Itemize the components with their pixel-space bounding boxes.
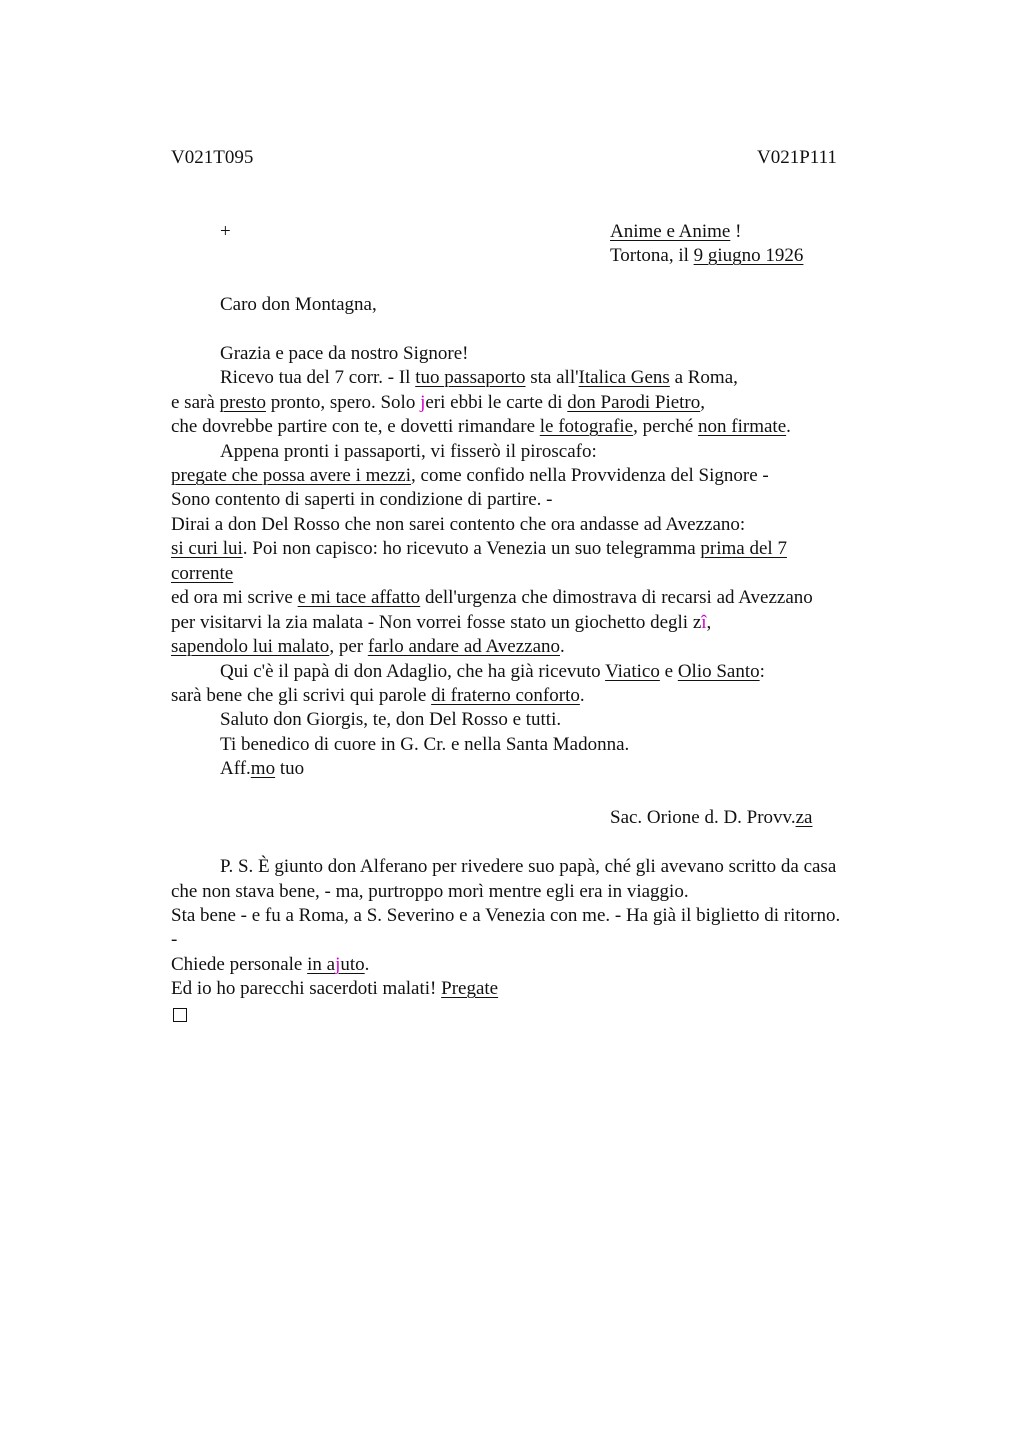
ps-line: P. S. È giunto don Alferano per rivedere suo papà, ché gli avevano scritto da casa (220, 856, 837, 877)
body-line: pregate che possa avere i mezzi, come confido nella Provvidenza del Signore - (171, 465, 769, 486)
body-line: sapendolo lui malato, per farlo andare ad Avezzano. (171, 636, 565, 657)
motto-end: ! (730, 221, 742, 242)
salutation: Caro don Montagna, (220, 294, 377, 315)
body-line: Sono contento di saperti in condizione di partire. - (171, 489, 553, 510)
highlighted-letter: î (701, 612, 707, 633)
highlighted-letter: j (335, 954, 341, 975)
cross-mark: + (220, 221, 231, 242)
letter-date: 9 giugno 1926 (693, 245, 804, 266)
greeting: Grazia e pace da nostro Signore! (220, 343, 469, 364)
ps-line: Sta bene - e fu a Roma, a S. Severino e a Venezia con me. - Ha già il biglietto di ritorno. (171, 905, 841, 926)
ps-line: Ed io ho parecchi sacerdoti malati! Pregate (171, 978, 499, 999)
body-line: Qui c'è il papà di don Adaglio, che ha già ricevuto Viatico e Olio Santo: (220, 661, 765, 682)
body-line: si curi lui. Poi non capisco: ho ricevuto a Venezia un suo telegramma prima del 7 (171, 538, 787, 559)
doc-code-left: V021T095 (171, 147, 254, 168)
highlighted-letter: j (420, 392, 426, 413)
body-line: Dirai a don Del Rosso che non sarei contento che ora andasse ad Avezzano: (171, 514, 746, 535)
closing-greet: Saluto don Giorgis, te, don Del Rosso e tutti. (220, 709, 562, 730)
body-line: sarà bene che gli scrivi qui parole di fraterno conforto. (171, 685, 585, 706)
closing-aff: Aff.mo tuo (220, 758, 305, 779)
ps-line: - (171, 929, 178, 950)
end-box-icon (173, 1005, 187, 1029)
motto-text: Anime e Anime (610, 221, 731, 242)
body-line: Ricevo tua del 7 corr. - Il tuo passaporto sta all'Italica Gens a Roma, (220, 367, 738, 388)
body-line: Appena pronti i passaporti, vi fisserò il piroscafo: (220, 441, 597, 462)
body-line: e sarà presto pronto, spero. Solo jeri ebbi le carte di don Parodi Pietro, (171, 392, 706, 413)
body-line: corrente (171, 563, 234, 584)
date-line: Tortona, il 9 giugno 1926 (610, 245, 804, 266)
body-line: che dovrebbe partire con te, e dovetti rimandare le fotografie, perché non firmate. (171, 416, 791, 437)
closing-bless: Ti benedico di cuore in G. Cr. e nella Santa Madonna. (220, 734, 630, 755)
ps-line: che non stava bene, - ma, purtroppo morì mentre egli era in viaggio. (171, 881, 689, 902)
ps-line: Chiede personale in ajuto. (171, 954, 370, 975)
body-line: ed ora mi scrive e mi tace affatto dell'urgenza che dimostrava di recarsi ad Avezzano (171, 587, 813, 608)
signature: Sac. Orione d. D. Provv.za (610, 807, 813, 828)
motto (610, 220, 741, 244)
doc-code-right: V021P111 (757, 147, 837, 168)
body-line: per visitarvi la zia malata - Non vorrei fosse stato un giochetto degli zî, (171, 612, 712, 633)
